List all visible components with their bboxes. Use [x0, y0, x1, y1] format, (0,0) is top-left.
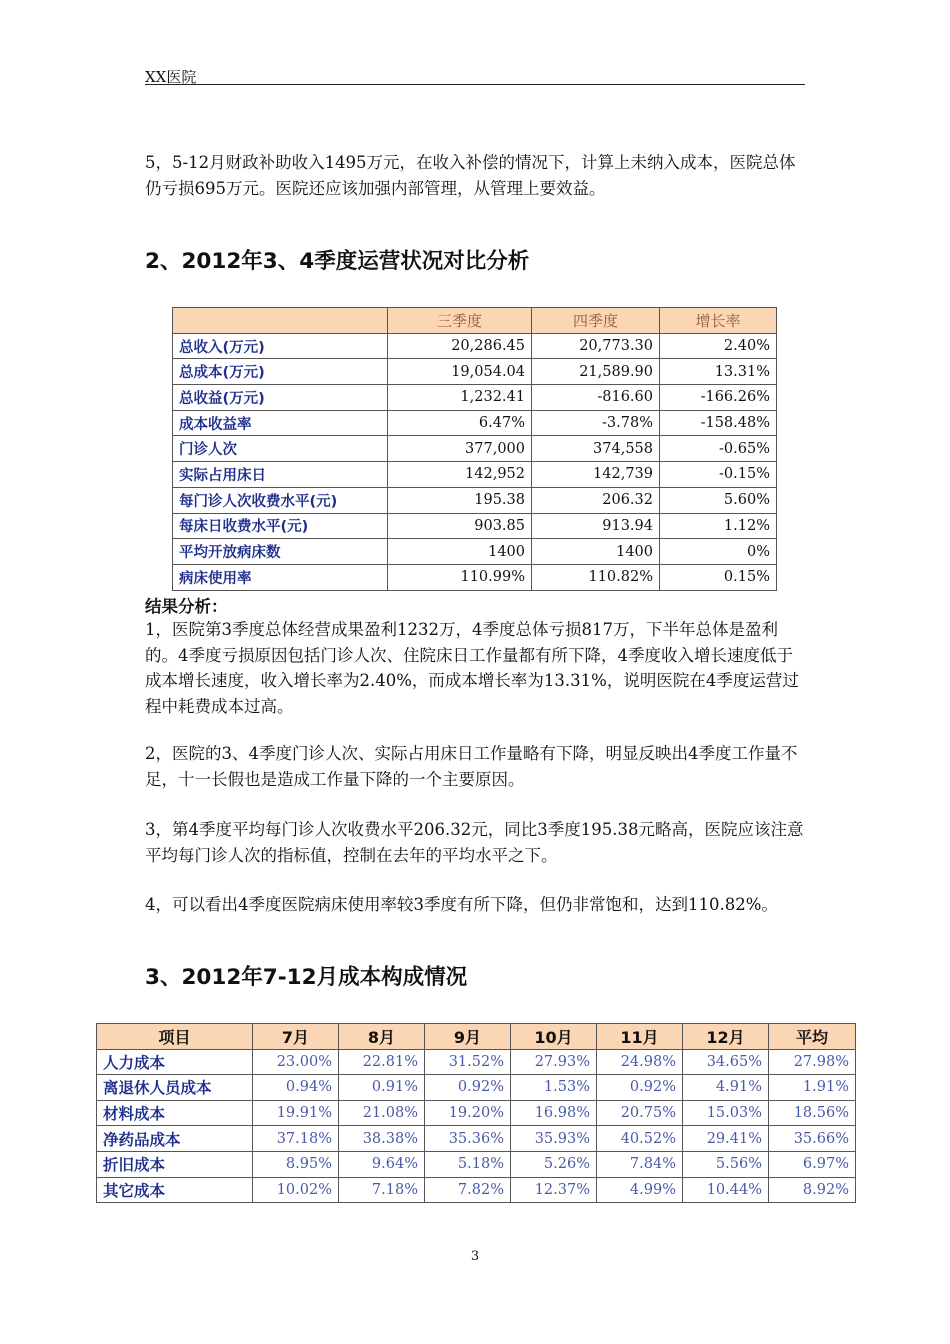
row-label: 门诊人次 — [173, 436, 388, 462]
row-label: 离退休人员成本 — [97, 1075, 253, 1101]
table-cell: 8.95% — [253, 1151, 339, 1177]
row-label: 实际占用床日 — [173, 462, 388, 488]
column-header: 四季度 — [532, 308, 660, 334]
table-cell: 5.56% — [683, 1151, 769, 1177]
column-header: 7月 — [253, 1024, 339, 1050]
table-cell: 23.00% — [253, 1049, 339, 1075]
quarter-comparison-table — [172, 307, 777, 591]
table-row — [173, 385, 777, 411]
section2-title: 2、2012年3、4季度运营状况对比分析 — [145, 249, 530, 274]
row-label: 每门诊人次收费水平(元) — [173, 487, 388, 513]
table-cell: -0.65% — [660, 436, 777, 462]
table-cell: 5.26% — [511, 1151, 597, 1177]
result-analysis-label: 结果分析： — [145, 597, 228, 616]
table-cell: 5.18% — [425, 1151, 511, 1177]
table-cell: 142,952 — [388, 462, 532, 488]
row-label: 其它成本 — [97, 1177, 253, 1203]
table-cell: 16.98% — [511, 1100, 597, 1126]
table-cell: 27.98% — [769, 1049, 856, 1075]
table-cell: 20.75% — [597, 1100, 683, 1126]
table-cell: 21,589.90 — [532, 359, 660, 385]
row-label: 平均开放病床数 — [173, 539, 388, 565]
page-number: 3 — [470, 1249, 480, 1264]
table-cell: 37.18% — [253, 1126, 339, 1152]
column-header: 10月 — [511, 1024, 597, 1050]
table-cell: 7.84% — [597, 1151, 683, 1177]
table-cell: 19,054.04 — [388, 359, 532, 385]
table-cell: 110.99% — [388, 564, 532, 590]
analysis-paragraph-4: 4，可以看出4季度医院病床使用率较3季度有所下降，但仍非常饱和，达到110.82%。 — [145, 895, 778, 914]
column-header: 8月 — [339, 1024, 425, 1050]
page-header: XX医院 — [145, 68, 197, 86]
table-cell: 374,558 — [532, 436, 660, 462]
table-cell: 9.64% — [339, 1151, 425, 1177]
table-cell: 12.37% — [511, 1177, 597, 1203]
table-cell: 19.20% — [425, 1100, 511, 1126]
row-label: 每床日收费水平(元) — [173, 513, 388, 539]
table-cell: -816.60 — [532, 385, 660, 411]
analysis-paragraph-1: 1，医院第3季度总体经营成果盈利1232万，4季度总体亏损817万，下半年总体是盈利的。4季度亏损原因包括门诊人次、住院床日工作量都有所下降，4季度收入增长速度低于成本增长速度，收入增长率为2.40%，而成本增长率为13.31%，说明医院在4季度运营过程中耗费成本过高。 — [145, 620, 799, 716]
table-row — [97, 1177, 856, 1203]
table-cell: 1.53% — [511, 1075, 597, 1101]
table-cell: 13.31% — [660, 359, 777, 385]
table-cell: 38.38% — [339, 1126, 425, 1152]
table-cell: 4.91% — [683, 1075, 769, 1101]
table-cell: -0.15% — [660, 462, 777, 488]
table-cell: 6.97% — [769, 1151, 856, 1177]
table-cell: 7.18% — [339, 1177, 425, 1203]
analysis-paragraph-3: 3，第4季度平均每门诊人次收费水平206.32元，同比3季度195.38元略高，医院应该注意平均每门诊人次的指标值，控制在去年的平均水平之下。 — [145, 820, 804, 865]
table-cell: 7.82% — [425, 1177, 511, 1203]
table-row — [173, 564, 777, 590]
table-cell: 18.56% — [769, 1100, 856, 1126]
table-cell: 0% — [660, 539, 777, 565]
table-cell: 22.81% — [339, 1049, 425, 1075]
column-header: 项目 — [97, 1024, 253, 1050]
row-label: 总收入(万元) — [173, 333, 388, 359]
table-cell: 0.15% — [660, 564, 777, 590]
table-cell: 27.93% — [511, 1049, 597, 1075]
row-label: 材料成本 — [97, 1100, 253, 1126]
column-header — [173, 308, 388, 334]
column-header: 平均 — [769, 1024, 856, 1050]
table-cell: 195.38 — [388, 487, 532, 513]
table-cell: 40.52% — [597, 1126, 683, 1152]
table-cell: 377,000 — [388, 436, 532, 462]
table-row — [97, 1049, 856, 1075]
row-label: 病床使用率 — [173, 564, 388, 590]
table-cell: 10.44% — [683, 1177, 769, 1203]
table-cell: 0.92% — [597, 1075, 683, 1101]
table-cell: 19.91% — [253, 1100, 339, 1126]
row-label: 成本收益率 — [173, 410, 388, 436]
table-cell: 4.99% — [597, 1177, 683, 1203]
table-cell: 1,232.41 — [388, 385, 532, 411]
table-row — [97, 1126, 856, 1152]
table-row — [97, 1151, 856, 1177]
table-row — [173, 462, 777, 488]
table-row — [173, 539, 777, 565]
table-cell: 1400 — [388, 539, 532, 565]
row-label: 净药品成本 — [97, 1126, 253, 1152]
table-cell: 8.92% — [769, 1177, 856, 1203]
table-row — [173, 513, 777, 539]
table-cell: 24.98% — [597, 1049, 683, 1075]
table-cell: 15.03% — [683, 1100, 769, 1126]
table-cell: 31.52% — [425, 1049, 511, 1075]
table-header-row — [97, 1024, 856, 1050]
row-label: 总成本(万元) — [173, 359, 388, 385]
table-cell: -166.26% — [660, 385, 777, 411]
table-cell: 142,739 — [532, 462, 660, 488]
table-cell: -3.78% — [532, 410, 660, 436]
table-cell: -158.48% — [660, 410, 777, 436]
row-label: 折旧成本 — [97, 1151, 253, 1177]
table-cell: 20,773.30 — [532, 333, 660, 359]
table-row — [173, 436, 777, 462]
table-cell: 0.91% — [339, 1075, 425, 1101]
table-row — [173, 487, 777, 513]
row-label: 人力成本 — [97, 1049, 253, 1075]
table-cell: 35.93% — [511, 1126, 597, 1152]
table-cell: 35.66% — [769, 1126, 856, 1152]
column-header: 增长率 — [660, 308, 777, 334]
table-cell: 29.41% — [683, 1126, 769, 1152]
header-divider — [145, 84, 805, 85]
table-cell: 20,286.45 — [388, 333, 532, 359]
table-cell: 10.02% — [253, 1177, 339, 1203]
table-cell: 1.12% — [660, 513, 777, 539]
table-row — [97, 1075, 856, 1101]
table-row — [173, 359, 777, 385]
section3-title: 3、2012年7-12月成本构成情况 — [145, 965, 468, 990]
table-cell: 110.82% — [532, 564, 660, 590]
table-header-row — [173, 308, 777, 334]
column-header: 三季度 — [388, 308, 532, 334]
cost-structure-table — [96, 1023, 856, 1203]
table-cell: 206.32 — [532, 487, 660, 513]
table-cell: 21.08% — [339, 1100, 425, 1126]
column-header: 12月 — [683, 1024, 769, 1050]
column-header: 11月 — [597, 1024, 683, 1050]
column-header: 9月 — [425, 1024, 511, 1050]
intro-paragraph: 5，5-12月财政补助收入1495万元，在收入补偿的情况下，计算上未纳入成本，医院总体仍亏损695万元。医院还应该加强内部管理，从管理上要效益。 — [145, 153, 796, 198]
table-cell: 2.40% — [660, 333, 777, 359]
table-cell: 0.92% — [425, 1075, 511, 1101]
analysis-paragraph-2: 2，医院的3、4季度门诊人次、实际占用床日工作量略有下降，明显反映出4季度工作量不足，十一长假也是造成工作量下降的一个主要原因。 — [145, 744, 798, 789]
table-row — [173, 333, 777, 359]
table-row — [173, 410, 777, 436]
row-label: 总收益(万元) — [173, 385, 388, 411]
table-row — [97, 1100, 856, 1126]
table-cell: 1400 — [532, 539, 660, 565]
table-cell: 903.85 — [388, 513, 532, 539]
table-cell: 5.60% — [660, 487, 777, 513]
table-cell: 35.36% — [425, 1126, 511, 1152]
table-cell: 1.91% — [769, 1075, 856, 1101]
table-cell: 913.94 — [532, 513, 660, 539]
table-cell: 6.47% — [388, 410, 532, 436]
table-cell: 34.65% — [683, 1049, 769, 1075]
table-cell: 0.94% — [253, 1075, 339, 1101]
